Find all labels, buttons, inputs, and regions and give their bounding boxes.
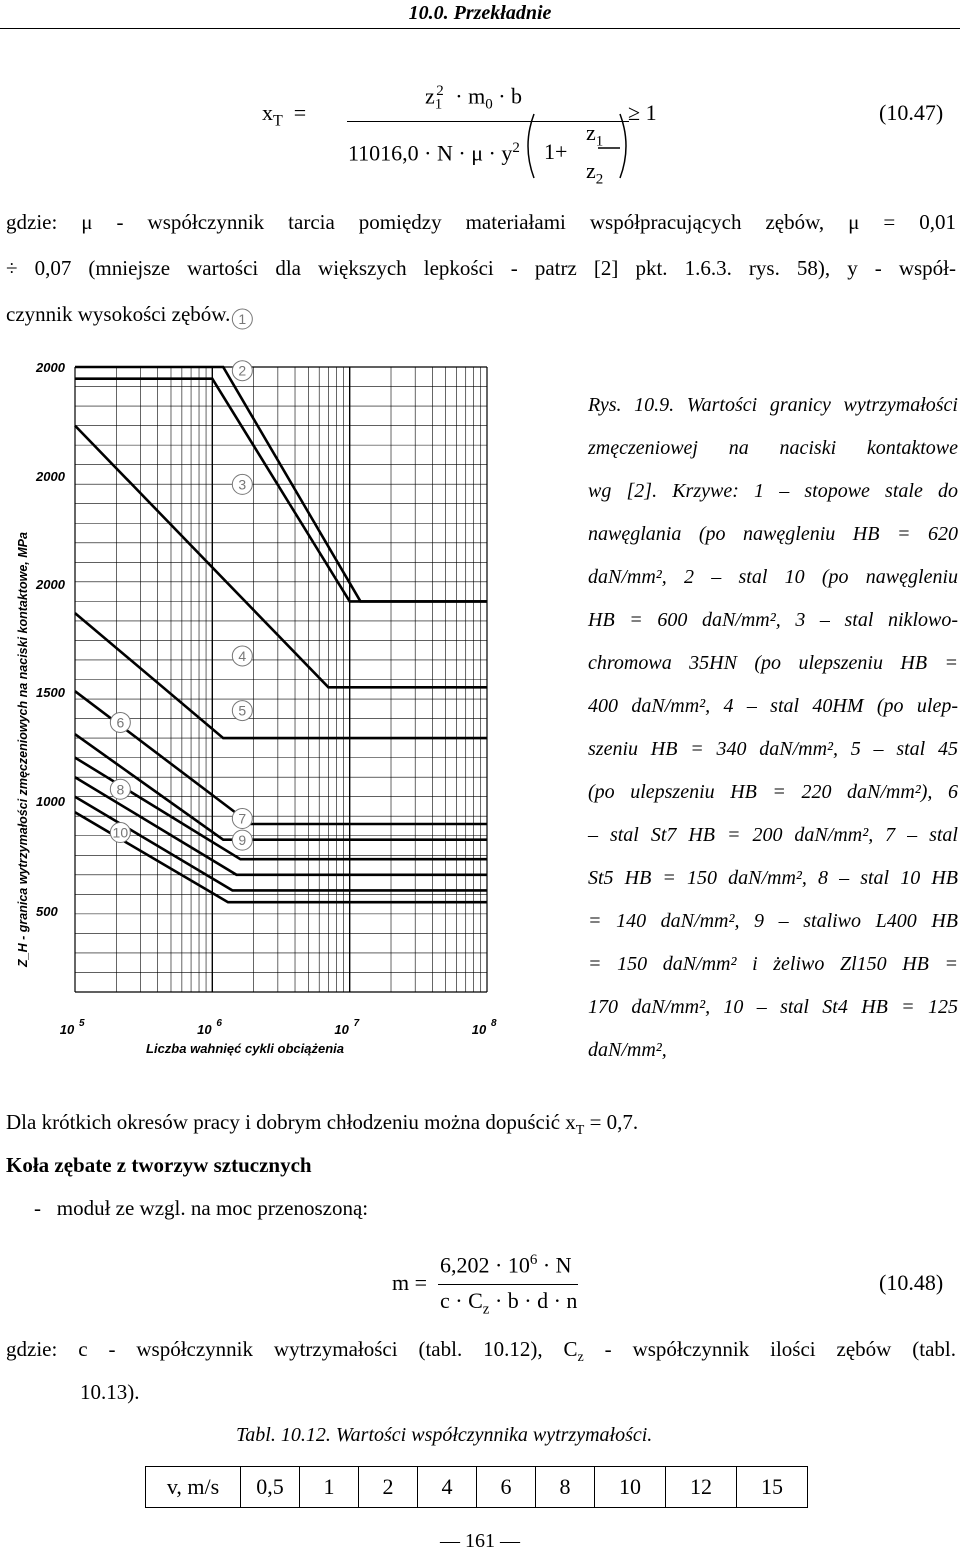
table-cell: 12 [666, 1467, 737, 1508]
para1-line2: ÷ 0,07 (mniejsze wartości dla większych lepkości - patrz [2] pkt. 1.6.3. rys. 58), y - współ- [6, 256, 956, 280]
eq48-den-text: c · C [440, 1288, 483, 1313]
y-tick-label: 500 [36, 904, 58, 919]
curve-label: 7 [238, 810, 247, 827]
running-header: 10.0. Przekładnie [408, 2, 552, 24]
para2-text: Dla krótkich okresów pracy i dobrym chłodzeniu można dopuścić x [6, 1110, 576, 1134]
caption-line: nawęglania (po nawęgleniu HB = 620 [588, 523, 958, 545]
eq47-equals: = [288, 100, 307, 125]
y-tick-label: 1000 [36, 794, 65, 809]
caption-line: = 150 daN/mm² i żeliwo Zl150 HB = [588, 953, 958, 975]
x-tick-label: 10 [197, 1022, 212, 1037]
eq47-num-z: z [425, 83, 435, 109]
curve-label: 6 [116, 714, 125, 731]
para2-sub: T [575, 1123, 585, 1139]
strength-coefficient-table [145, 1466, 808, 1508]
eq48-numerator [440, 1253, 572, 1276]
eq47-denominator [348, 141, 520, 164]
eq48-num-end: · N [537, 1252, 572, 1278]
caption-line: daN/mm², [588, 1039, 667, 1061]
curve-label: 5 [238, 702, 247, 719]
bullet-module: - moduł ze wzgl. na moc przenoszoną: [34, 1196, 369, 1220]
caption-line: Rys. 10.9. Wartości granicy wytrzymałości [588, 394, 958, 416]
eq47-num-m: · m [455, 83, 486, 109]
y-tick-label: 2000 [36, 577, 65, 592]
table-cell: 4 [418, 1467, 477, 1508]
curve-label: 4 [238, 647, 247, 664]
curve-4 [75, 613, 487, 738]
x-tick-label: 10 [334, 1022, 349, 1037]
eq47-inner-z2: z [586, 158, 596, 183]
curve-label: 10 [112, 824, 129, 841]
figure-caption [588, 384, 958, 1072]
eq48-den-end: · b · d · n [489, 1288, 578, 1313]
x-tick-exponent: 8 [491, 1018, 497, 1029]
caption-line: wg [2]. Krzywe: 1 – stopowe stale do [588, 480, 958, 502]
table-cell: 1 [300, 1467, 359, 1508]
para3-end: - współczynnik ilości zębów (tabl. [583, 1337, 956, 1361]
eq47-den-main: 11016,0 · N · μ · y [348, 140, 513, 166]
curve-10 [75, 812, 487, 902]
eq47-x-sub: T [273, 112, 283, 130]
caption-line: daN/mm², 2 – stal 10 (po nawęgleniu [588, 566, 958, 588]
y-tick-label: 2000 [36, 360, 65, 375]
x-axis-label: Liczba wahnięć cykli obciążenia [146, 1041, 344, 1056]
para1-line1: gdzie: μ - współczynnik tarcia pomiędzy materiałami współpracujących zębów, μ = 0,01 [6, 210, 956, 234]
caption-line: (po ulepszeniu HB = 220 daN/mm²), 6 [588, 781, 958, 803]
eq47-x: x [262, 100, 273, 125]
curve-7 [75, 758, 487, 860]
eq47-num-z-sup: 2 [436, 83, 444, 99]
caption-line: = 140 daN/mm², 9 – staliwo L400 HB [588, 910, 958, 932]
section-heading: Koła zębate z tworzyw sztucznych [6, 1153, 312, 1177]
eq48-fraction-bar [438, 1284, 578, 1285]
eq47-inner-z1: z [586, 120, 596, 145]
y-tick-label: 1500 [36, 685, 65, 700]
eq48-den-sub: z [482, 1301, 490, 1318]
para1-line3: czynnik wysokości zębów. [6, 302, 231, 326]
eq47-compare: ≥ 1 [628, 100, 657, 125]
eq47-num-m-sub: 0 [485, 96, 493, 113]
table-cell: 10 [595, 1467, 666, 1508]
table-cell: 0,5 [241, 1467, 300, 1508]
caption-line: – stal St7 HB = 200 daN/mm², 7 – stal [588, 824, 958, 846]
x-tick-exponent: 7 [353, 1018, 360, 1029]
eq47-number: (10.47) [879, 100, 944, 125]
x-tick-exponent: 5 [79, 1018, 85, 1029]
curve-label: 2 [238, 362, 247, 379]
curve-label: 3 [238, 476, 247, 493]
caption-line: szeniu HB = 340 daN/mm², 5 – stal 45 [588, 738, 958, 760]
caption-line: zmęczeniowej na naciski kontaktowe [588, 437, 958, 459]
table-cell: 8 [536, 1467, 595, 1508]
eq47-numerator [425, 84, 522, 113]
eq47-one-plus: 1+ [544, 139, 568, 164]
para3-sub: z [577, 1350, 584, 1366]
table-cell: 15 [737, 1467, 808, 1508]
para3-text: gdzie: c - współczynnik wytrzymałości (tabl. 10.12), C [6, 1337, 578, 1361]
table-title: Tabl. 10.12. Wartości współczynnika wytrzymałości. [236, 1424, 653, 1446]
para3-line1 [6, 1328, 956, 1379]
caption-line: chromowa 35HN (po ulepszeniu HB = [588, 652, 958, 674]
page-number: — 161 — [440, 1530, 520, 1552]
y-axis-label: Z_H - granica wytrzymałości zmęczeniowych na naciski kontaktowe, MPa [16, 532, 30, 967]
caption-line: St5 HB = 150 daN/mm², 8 – stal 10 HB [588, 867, 958, 889]
eq47-num-b: · b [498, 83, 523, 109]
eq48-num-text: 6,202 · 10 [440, 1252, 530, 1278]
caption-line: 170 daN/mm², 10 – stal St4 HB = 125 [588, 996, 958, 1018]
table-cell: v, m/s [146, 1467, 241, 1508]
eq47-inner-num [586, 122, 603, 149]
header-rule [0, 28, 960, 29]
eq47-den-sup: 2 [512, 140, 520, 156]
x-tick-label: 10 [471, 1022, 487, 1037]
eq47-num-z-sub: 1 [434, 96, 443, 113]
curve-label: 8 [116, 781, 125, 798]
eq47-inner-z2-sub: 2 [595, 171, 604, 188]
eq47-lhs [262, 102, 306, 129]
eq47-inner-z1-sub: 1 [595, 133, 604, 150]
y-tick-label: 2000 [36, 469, 65, 484]
curve-label: 9 [238, 832, 247, 849]
eq48-lhs: m = [392, 1270, 428, 1295]
eq48-denominator [440, 1290, 577, 1317]
x-tick-label: 10 [59, 1022, 75, 1037]
table-cell: 6 [477, 1467, 536, 1508]
eq48-num-sup: 6 [529, 1252, 538, 1268]
curve-label: 1 [238, 311, 247, 327]
para3-line2: 10.13). [80, 1380, 140, 1404]
caption-line: HB = 600 daN/mm², 3 – stal niklowo- [588, 609, 958, 631]
eq47-inner-den [586, 160, 603, 187]
curve-9 [75, 797, 487, 891]
eq47-paren [518, 108, 638, 188]
eq48-number: (10.48) [879, 1270, 944, 1295]
table-row [146, 1467, 808, 1508]
x-tick-exponent: 6 [216, 1018, 222, 1029]
para2-end: = 0,7. [584, 1110, 639, 1134]
caption-line: 400 daN/mm², 4 – stal 40HM (po ulep- [588, 695, 958, 717]
table-cell: 2 [359, 1467, 418, 1508]
